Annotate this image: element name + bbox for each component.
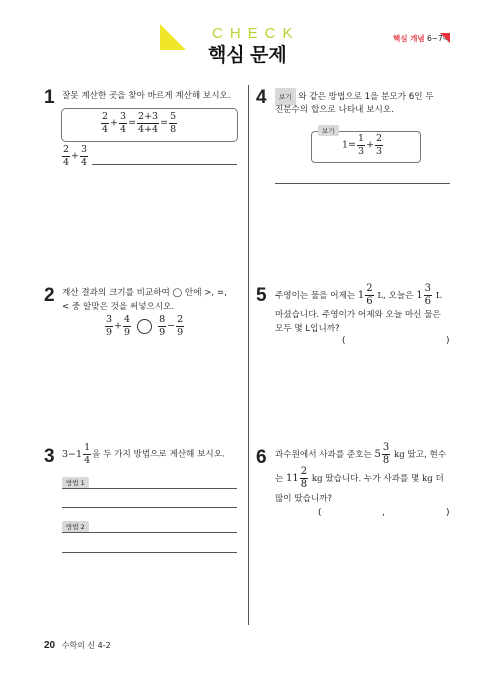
question-3-number: 3	[44, 446, 55, 467]
fraction: $\frac{3}{8}$	[382, 442, 390, 466]
question-2-number: 2	[44, 285, 55, 306]
question-6-answer-comma: ,	[382, 508, 385, 518]
question-2-text-line2: < 중 알맞은 것을 써넣으시오.	[62, 302, 175, 312]
question-4-example-tag: 보기	[318, 125, 339, 136]
method-1-line-2[interactable]	[62, 507, 237, 508]
fraction: $\frac{3}{4}$	[120, 111, 127, 135]
comparison-circle[interactable]	[137, 319, 152, 334]
method-1-tag: 방법 1	[62, 477, 89, 488]
column-divider	[248, 85, 249, 625]
fraction: $\frac{2}{8}$	[300, 466, 308, 490]
fraction: $\frac{4}{9}$	[124, 314, 131, 338]
question-6-answer-close-paren: )	[446, 508, 450, 518]
question-5-text-line3: 모두 몇 L입니까?	[275, 324, 340, 334]
method-2-line-2[interactable]	[62, 552, 237, 553]
fraction: $\frac{1}{3}$	[358, 133, 365, 157]
question-4-answer-line[interactable]	[275, 183, 450, 184]
question-6-text-line3: 많이 땄습니까?	[275, 494, 333, 504]
question-1-answer-line[interactable]	[92, 164, 237, 165]
corner-red-mark	[440, 33, 450, 43]
page-number: 20	[44, 640, 56, 651]
footer	[44, 640, 111, 651]
fraction: $\frac{3}{9}$	[106, 314, 113, 338]
question-4-text-line2: 진분수의 합으로 나타내 보시오.	[275, 105, 394, 115]
question-2-text-line1: 계산 결과의 크기를 비교하여 ◯ 안에 >, =,	[62, 288, 227, 298]
fraction: $\frac{5}{8}$	[170, 111, 177, 135]
method-2-line-1[interactable]	[62, 532, 237, 533]
fraction: $\frac{2}{4}$	[63, 144, 70, 168]
question-1-number: 1	[44, 87, 55, 108]
question-1-answer-expression: $\frac{2}{4}$ + $\frac{3}{4}$	[63, 144, 88, 168]
header-check-word: CHECK	[212, 25, 300, 42]
question-4-text-line1: 보기 와 같은 방법으로 1을 분모가 6인 두	[275, 88, 434, 106]
question-1-text: 잘못 계산한 곳을 찾아 바르게 계산해 보시오.	[62, 91, 231, 101]
fraction: $\frac{3}{4}$	[81, 144, 88, 168]
question-1-box-expression: $\frac{2}{4}$ + $\frac{3}{4}$ = $\frac{2+3}{4+4}$ = $\frac{5}{8}$	[102, 111, 177, 135]
question-6-text-line1: 과수원에서 사과를 준호는 5 $\frac{3}{8}$ kg 땄고, 현수	[275, 442, 447, 466]
page-title: 핵심 문제	[208, 45, 287, 66]
book-title: 수학의 신 4-2	[61, 641, 111, 650]
fraction: $\frac{2}{3}$	[376, 133, 383, 157]
fraction: $\frac{2}{9}$	[177, 314, 184, 338]
question-5-number: 5	[256, 285, 267, 306]
question-5-text-line2: 마셨습니다. 주영이가 어제와 오늘 마신 물은	[275, 310, 441, 320]
method-2-tag: 방법 2	[62, 521, 89, 532]
question-5-answer-open-paren: (	[342, 336, 346, 346]
question-5-text-line1: 주영이는 물을 어제는 1 $\frac{2}{6}$ L, 오늘은 1 $\frac{3}{6}$ L	[275, 283, 442, 307]
fraction: $\frac{2+3}{4+4}$	[138, 111, 159, 135]
question-2-expression: $\frac{3}{9}$ + $\frac{4}{9}$ $\frac{8}{9}$ − $\frac{2}{9}$	[106, 314, 184, 338]
header-yellow-swoosh	[160, 24, 186, 50]
mixed-number: 5 $\frac{3}{8}$	[374, 442, 390, 466]
fraction: $\frac{3}{6}$	[424, 283, 431, 307]
question-3-expression: 3−1 $\frac{1}{4}$	[62, 442, 91, 466]
fraction: $\frac{8}{9}$	[159, 314, 166, 338]
mixed-number: 11 $\frac{2}{8}$	[286, 466, 308, 490]
method-1-line-1[interactable]	[62, 488, 237, 489]
fraction: $\frac{2}{4}$	[102, 111, 109, 135]
question-6-answer-open-paren: (	[318, 508, 322, 518]
question-3-text: 3−1 $\frac{1}{4}$ 을 두 가지 방법으로 계산해 보시오.	[62, 442, 225, 466]
question-5-answer-close-paren: )	[446, 336, 450, 346]
section-pages: 6~7쪽	[426, 34, 451, 43]
fraction: $\frac{1}{4}$	[84, 442, 91, 466]
question-4-example-expression: 1= $\frac{1}{3}$ + $\frac{2}{3}$	[342, 133, 383, 157]
section-label: 핵심 개념	[393, 34, 425, 43]
question-6-number: 6	[256, 447, 267, 468]
fraction: $\frac{2}{6}$	[366, 283, 373, 307]
mixed-number: 1 $\frac{2}{6}$	[357, 283, 373, 307]
question-6-text-line2: 는 11 $\frac{2}{8}$ kg 땄습니다. 누가 사과를 몇 kg 더	[275, 466, 444, 490]
mixed-number: 1 $\frac{3}{6}$	[416, 283, 431, 307]
question-4-tag: 보기	[275, 88, 296, 106]
question-4-number: 4	[256, 87, 267, 108]
